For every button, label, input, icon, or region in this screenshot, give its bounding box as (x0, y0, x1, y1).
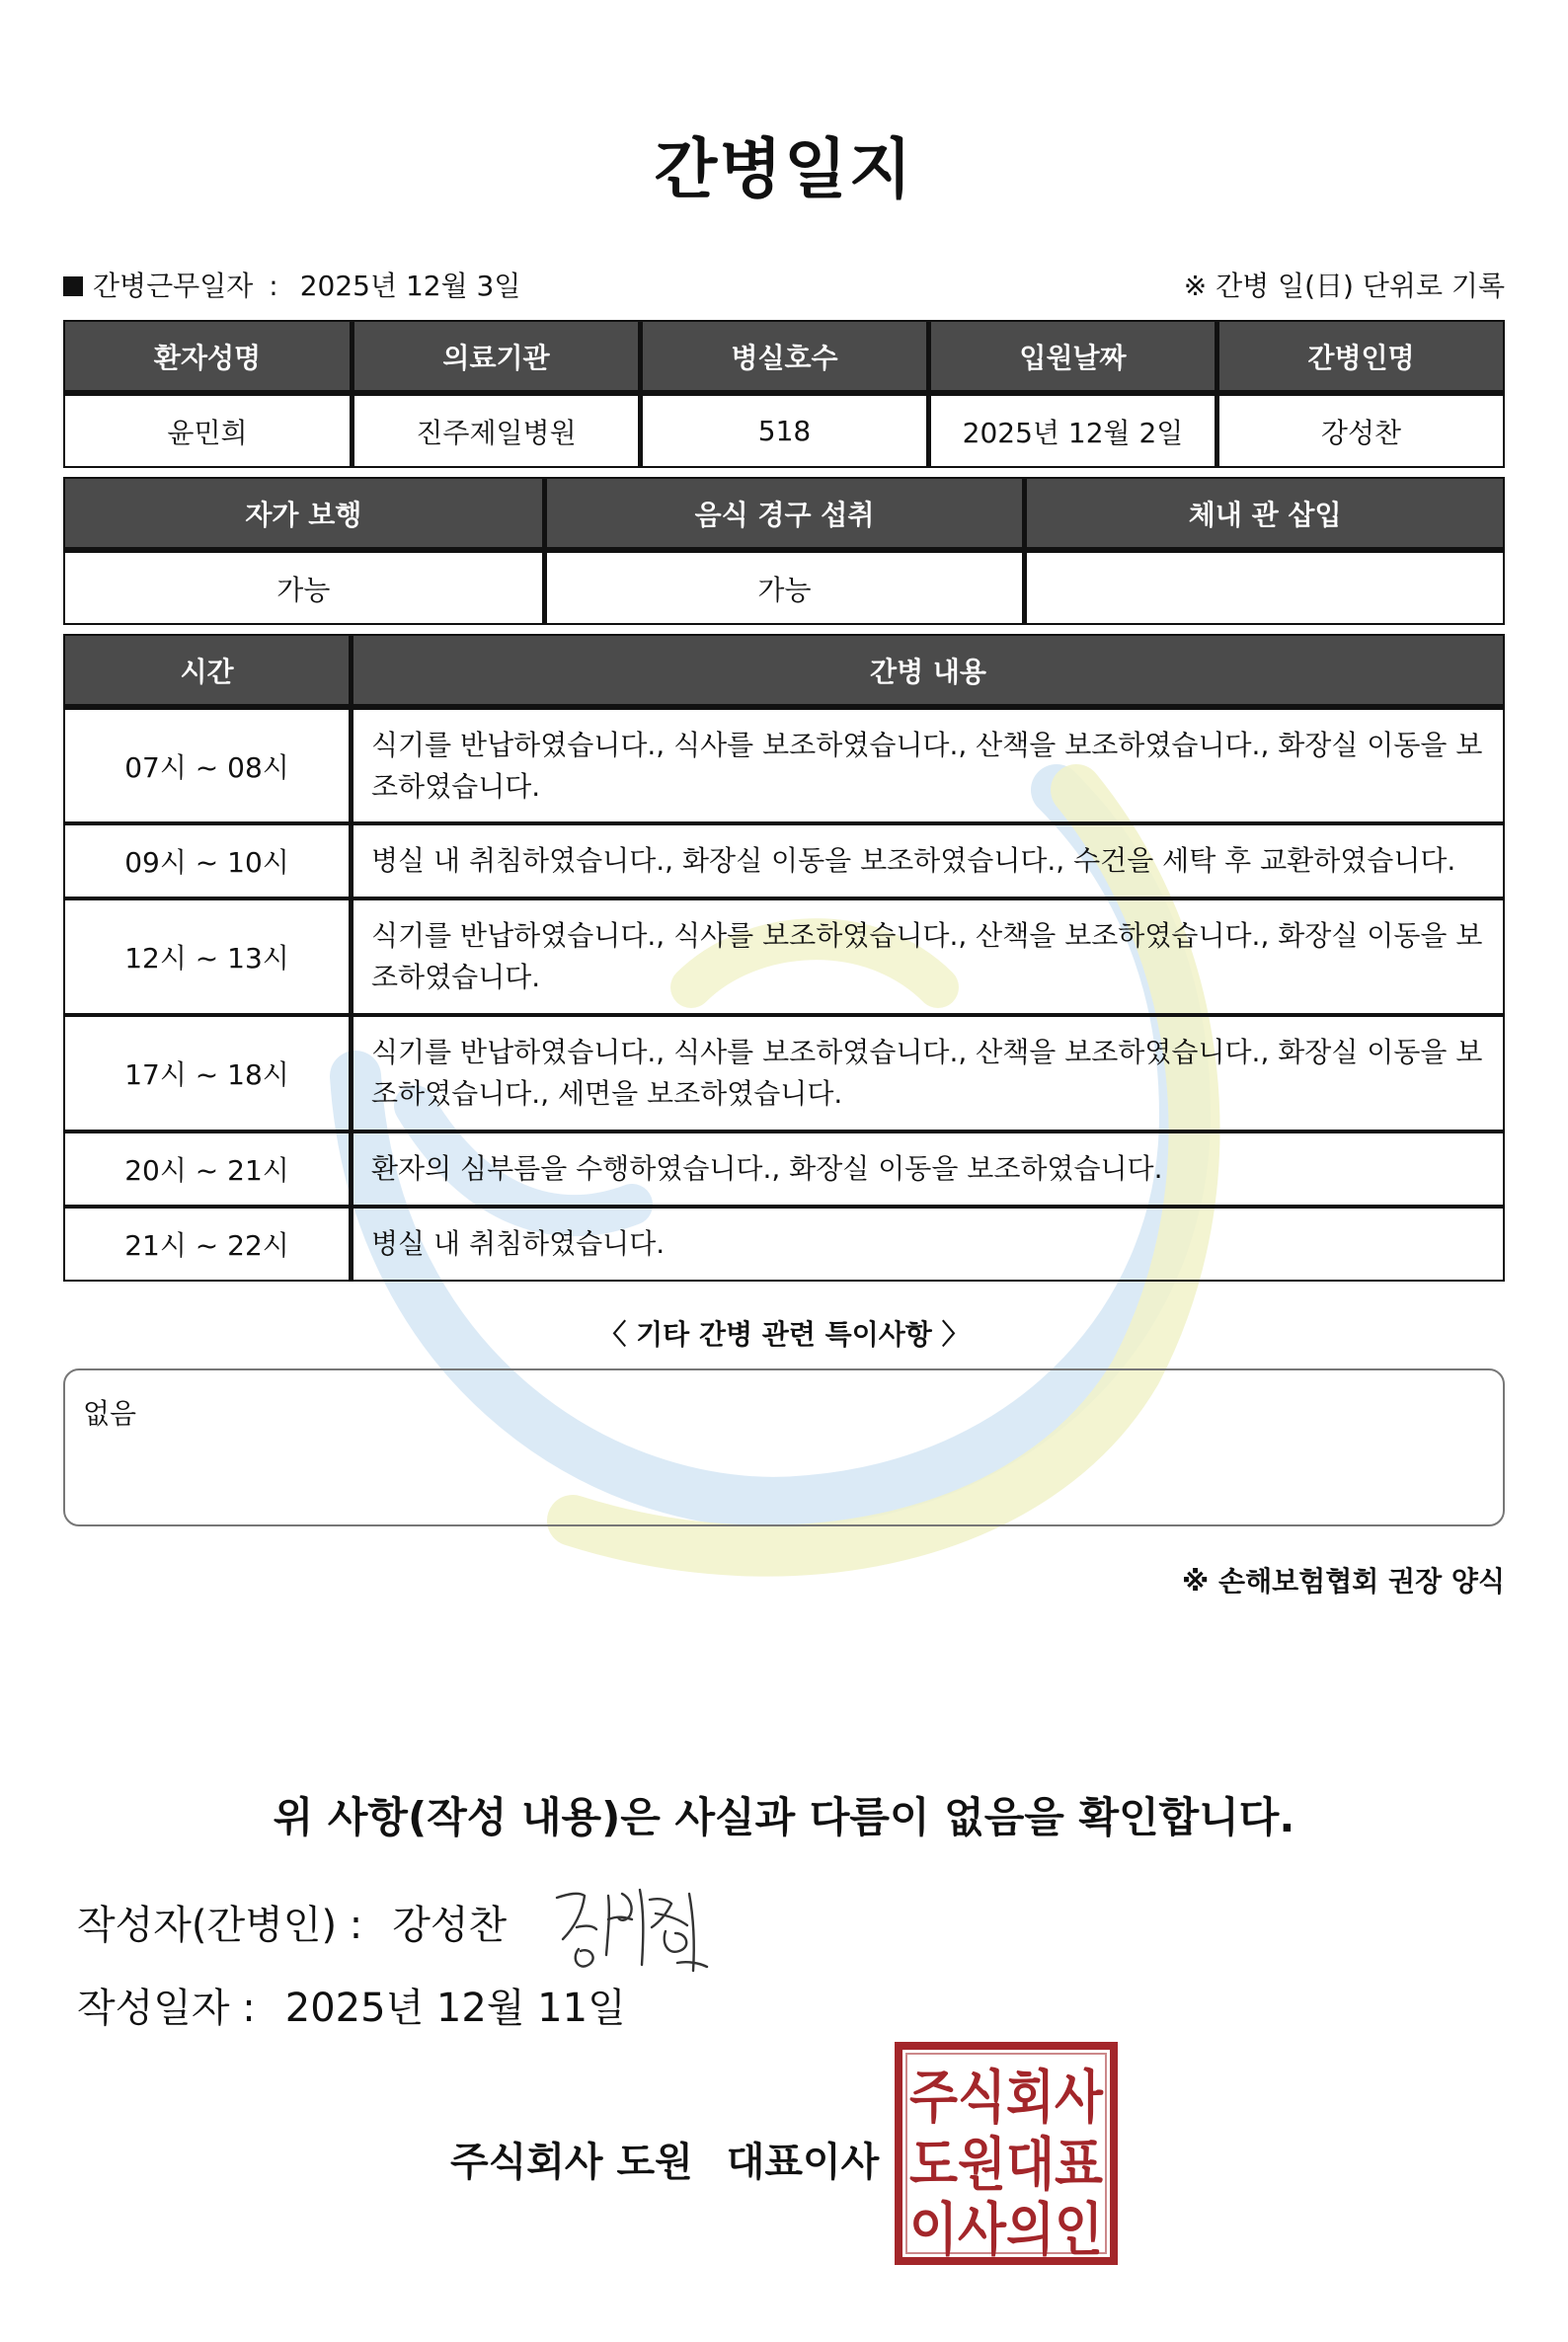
square-bullet-icon (63, 276, 83, 296)
header-admission-date: 입원날짜 (928, 320, 1216, 394)
time-cell: 20시 ~ 21시 (63, 1132, 351, 1207)
table-row (63, 551, 1505, 625)
admission-date-cell: 2025년 12월 2일 (928, 394, 1216, 468)
writer-name: 강성찬 (392, 1903, 508, 1948)
work-date-line (63, 265, 520, 304)
special-notes-heading: 〈 기타 간병 관련 특이사항 〉 (598, 1318, 970, 1351)
patient-info-table (63, 320, 1505, 468)
table-row (63, 708, 1505, 823)
care-content-cell: 식기를 반납하였습니다., 식사를 보조하였습니다., 산책을 보조하였습니다., 화장실 이동을 보조하였습니다. (351, 708, 1505, 823)
confirmation-statement: 위 사항(작성 내용)은 사실과 다름이 없음을 확인합니다. (273, 1793, 1295, 1841)
patient-status-table (63, 477, 1505, 625)
svg-text:도원대표: 도원대표 (909, 2131, 1103, 2198)
time-cell: 12시 ~ 13시 (63, 898, 351, 1015)
self-walking-cell: 가능 (63, 551, 544, 625)
care-content-cell: 식기를 반납하였습니다., 식사를 보조하였습니다., 산책을 보조하였습니다., 화장실 이동을 보조하였습니다., 세면을 보조하였습니다. (351, 1015, 1505, 1132)
company-seal-stamp (895, 2042, 1118, 2265)
handwritten-signature (549, 1876, 717, 1985)
caregiver-name-cell: 강성찬 (1216, 394, 1505, 468)
table-row (63, 1132, 1505, 1207)
form-source-note: ※ 손해보험협회 권장 양식 (1182, 1565, 1505, 1598)
written-date-line (77, 1977, 626, 2033)
patient-name-cell: 윤민희 (63, 394, 352, 468)
time-cell: 17시 ~ 18시 (63, 1015, 351, 1132)
table-row (63, 1207, 1505, 1282)
time-cell: 07시 ~ 08시 (63, 708, 351, 823)
writer-line (77, 1894, 507, 1950)
header-tube-insertion: 체내 관 삽입 (1024, 477, 1505, 551)
care-content-cell: 환자의 심부름을 수행하였습니다., 화장실 이동을 보조하였습니다. (351, 1132, 1505, 1207)
work-date-label: 간병근무일자 (93, 270, 254, 302)
table-row (63, 898, 1505, 1015)
work-date-value: 2025년 12월 3일 (299, 270, 521, 302)
time-cell: 09시 ~ 10시 (63, 823, 351, 898)
care-content-cell: 병실 내 취침하였습니다., 화장실 이동을 보조하였습니다., 수건을 세탁 후 교환하였습니다. (351, 823, 1505, 898)
document-title: 간병일지 (654, 131, 914, 207)
header-caregiver-name: 간병인명 (1216, 320, 1505, 394)
header-care-content: 간병 내용 (351, 634, 1505, 708)
work-date-colon: : (269, 270, 278, 302)
svg-text:주식회사: 주식회사 (909, 2064, 1104, 2131)
svg-text:이사의인: 이사의인 (909, 2196, 1103, 2263)
header-time: 시간 (63, 634, 351, 708)
care-content-cell: 병실 내 취침하였습니다. (351, 1207, 1505, 1282)
time-cell: 21시 ~ 22시 (63, 1207, 351, 1282)
care-log-table (63, 634, 1505, 1282)
oral-intake-cell: 가능 (544, 551, 1025, 625)
header-self-walking: 자가 보행 (63, 477, 544, 551)
room-number-cell: 518 (640, 394, 928, 468)
special-notes-box (63, 1368, 1505, 1526)
special-notes-value: 없음 (83, 1397, 137, 1430)
table-row (63, 394, 1505, 468)
header-institution: 의료기관 (352, 320, 640, 394)
written-date-label: 작성일자 : (77, 1986, 256, 2031)
company-title: 대표이사 (726, 2140, 880, 2185)
care-content-cell: 식기를 반납하였습니다., 식사를 보조하였습니다., 산책을 보조하였습니다., 화장실 이동을 보조하였습니다. (351, 898, 1505, 1015)
written-date-value: 2025년 12월 11일 (284, 1986, 626, 2031)
header-room-number: 병실호수 (640, 320, 928, 394)
table-row (63, 1015, 1505, 1132)
company-line (450, 2131, 879, 2187)
table-header-row (63, 634, 1505, 708)
institution-cell: 진주제일병원 (352, 394, 640, 468)
header-oral-intake: 음식 경구 섭취 (544, 477, 1025, 551)
table-header-row (63, 320, 1505, 394)
header-patient-name: 환자성명 (63, 320, 352, 394)
tube-insertion-cell (1024, 551, 1505, 625)
company-name: 주식회사 도원 (450, 2140, 693, 2185)
writer-label: 작성자(간병인) : (77, 1903, 363, 1948)
table-row (63, 823, 1505, 898)
table-header-row (63, 477, 1505, 551)
unit-note: ※ 간병 일(日) 단위로 기록 (1183, 270, 1505, 302)
